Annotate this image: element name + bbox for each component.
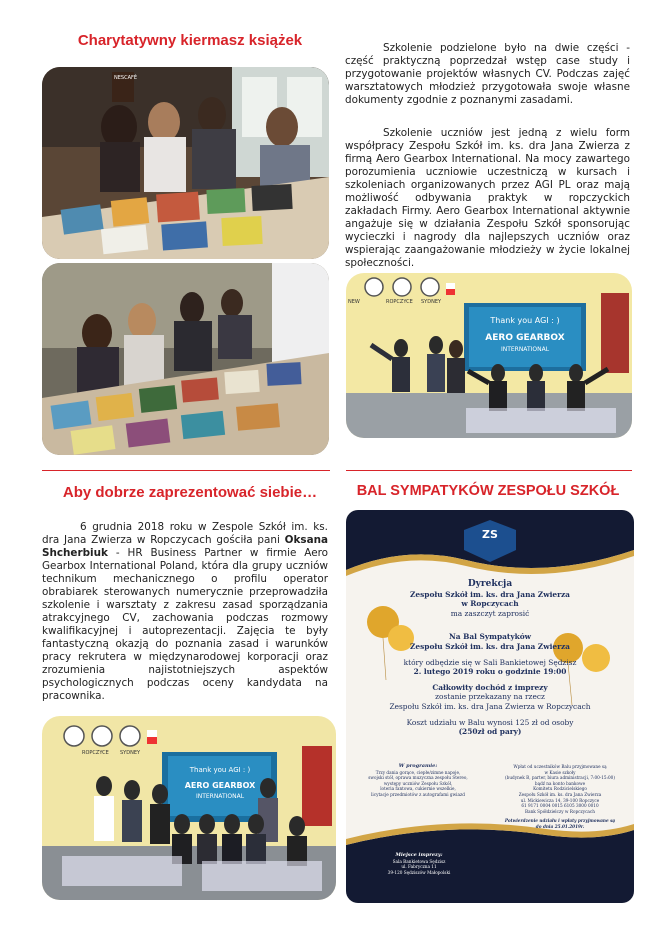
program-line-3: występy uczniów Zespołu Szkół, bbox=[383, 780, 453, 786]
program-line-2: swojski stół, oprawa muzyczna zespołu Stereo, bbox=[368, 775, 468, 781]
payment-line-3: (budynek B, parter, biura administracji, 7:00-15:00) bbox=[505, 775, 615, 781]
clock-label-new: NEW bbox=[348, 299, 360, 305]
photo-book-fair-1 bbox=[42, 67, 329, 259]
screen-aero-2: AERO GEARBOX bbox=[485, 333, 565, 343]
confirm-line-1: Potwierdzenie udziału i wpłaty przyjmowane są bbox=[504, 818, 616, 824]
place-title: Miejsce imprezy: bbox=[395, 852, 443, 858]
invitation-logo: ZS bbox=[482, 528, 498, 541]
inv-line12: Koszt udziału w Balu wynosi 125 zł od osoby bbox=[406, 717, 574, 727]
program-line-1: Trzy dania gorące, ciepłe/zimne napoje, bbox=[375, 769, 461, 775]
payment-line-7: ul. Mickiewicza 14, 39-100 Ropczyce bbox=[520, 797, 600, 803]
inv-line10: zostanie przekazany na rzecz bbox=[435, 692, 545, 702]
photo-book-fair-2 bbox=[42, 263, 329, 455]
poster-text: NESCAFÉ bbox=[114, 75, 138, 81]
payment-line-2: w Kasie szkoły bbox=[544, 769, 576, 775]
payment-line-4: bądź na konto bankowe bbox=[534, 780, 586, 786]
payment-line-8: 61 9171 0004 0015 6105 3000 0010 bbox=[521, 803, 599, 809]
divider-right bbox=[346, 470, 632, 471]
clock-label-ropczyce: ROPCZYCE bbox=[82, 750, 109, 756]
screen-thanks-2: Thank you AGI : ) bbox=[490, 316, 560, 325]
inv-line1: Dyrekcja bbox=[467, 579, 513, 589]
program-line-4: loteria fantowa, cukiernie wszelkie, bbox=[380, 786, 456, 792]
place-line-1: Sala Bankietowa Sędzisz bbox=[392, 858, 446, 864]
inv-line3: w Ropczycach bbox=[461, 599, 519, 609]
screen-intl-2: INTERNATIONAL bbox=[500, 346, 550, 353]
inv-line8: 2. lutego 2019 roku o godzinie 19:00 bbox=[413, 667, 567, 677]
inv-line11: Zespołu Szkół im. ks. dra Jana Zwierza w Ropczycach bbox=[389, 701, 591, 711]
paragraph-training bbox=[42, 521, 328, 703]
inv-line9: Całkowity dochód z imprezy bbox=[432, 682, 548, 692]
inv-line5: Na Bal Sympatyków bbox=[448, 632, 532, 642]
photo-classroom-group bbox=[42, 716, 336, 900]
screen-thanks: Thank you AGI : ) bbox=[189, 766, 251, 774]
clock-label-ropczyce-2: ROPCZYCE bbox=[386, 299, 413, 305]
payment-line-9: Bank Spółdzielczy w Ropczycach bbox=[525, 808, 595, 814]
inv-line6: Zespołu Szkół im. ks. dra Jana Zwierza bbox=[410, 641, 570, 651]
screen-intl: INTERNATIONAL bbox=[195, 793, 245, 800]
program-line-5: licytacje przedmiotów z autografami gwiazd bbox=[371, 791, 465, 797]
invitation-payment bbox=[492, 764, 628, 830]
divider-left bbox=[42, 470, 330, 471]
heading-ball: BAL SYMPATYKÓW ZESPOŁU SZKÓŁ bbox=[356, 483, 620, 499]
invitation-program bbox=[352, 764, 484, 798]
confirm-line-2: do dnia 25.01.2019r. bbox=[535, 823, 585, 829]
trainer-name: Oksana Shcherbiuk bbox=[42, 534, 328, 559]
invitation-body bbox=[346, 580, 634, 737]
clock-label-sydney-2: SYDNEY bbox=[421, 299, 442, 305]
program-title: W programie: bbox=[398, 763, 438, 769]
training-text-after: - HR Business Partner w firmie Aero Gearbox International Poland, która dla grupy uczniów technikum mechanicznego o profilu operator obrabiarek sterowanych numerycznie przeprowadziła szkolenie i warsztaty z zakresu zasad sporządzania atrakcyjnego CV, zachowania podczas rozmowy kwalifikacyjnej i autoprezentacji. Zajęcia te były fantastyczną okazją do poznania zasad i warunków pracy rekrutera w międzynarodowej korporacji oraz zrozumienia najistotniejszych aspektów psychologicznych podczas oceny kandydata na pracownika. bbox=[42, 547, 328, 702]
inv-line7: który odbędzie się w Sali Bankietowej Sędzisz bbox=[403, 657, 577, 667]
inv-line2: Zespołu Szkół im. ks. dra Jana Zwierza bbox=[410, 589, 570, 599]
heading-book-fair: Charytatywny kiermasz książek bbox=[77, 32, 303, 49]
ball-invitation bbox=[346, 510, 634, 903]
payment-line-6: Zespołu Szkół im. ks. dra Jana Zwierza bbox=[518, 791, 602, 797]
place-line-3: 39-120 Sędziszów Małopolski bbox=[387, 869, 451, 875]
inv-line13: (250zł od pary) bbox=[458, 727, 522, 737]
inv-line4: ma zaszczyt zaprosić bbox=[450, 608, 530, 618]
photo-thank-you-agi bbox=[346, 273, 632, 438]
heading-presentation: Aby dobrze zaprezentować siebie… bbox=[62, 484, 318, 501]
training-text-before: 6 grudnia 2018 roku w Zespole Szkół im. ks. dra Jana Zwierza w Ropczycach gościła pani bbox=[42, 521, 328, 546]
paragraph-cooperation: Szkolenie uczniów jest jedną z wielu form współpracy Zespołu Szkół im. ks. dra Jana Zwierza z firmą Aero Gearbox International. Na mocy zawartego porozumienia uczniowie uczestniczą w kursach i szkoleniach organizowanych przez AGI PL oraz mają możliwość odbywania praktyk w ropczyckich zakładach Firmy. Aero Gearbox International aktywnie angażuje się w działania Zespołu Szkół sponsorując wycieczki i nagrody dla najlepszych uczniów oraz wspierając zaangażowanie młodzieży w życie lokalnej społeczności. bbox=[345, 127, 630, 269]
payment-line-1: Wpłat od uczestników Balu przyjmowane są bbox=[513, 764, 607, 769]
screen-aero: AERO GEARBOX bbox=[184, 781, 256, 790]
payment-line-5: Komitetu Rodzicielskiego bbox=[533, 786, 587, 792]
paragraph-training-parts: Szkolenie podzielone było na dwie części - część praktyczną poprzedzał wstęp case study i przygotowanie projektów własnych CV. Podczas zajęć warsztatowych młodzież przygotowała swoje własne dokumenty zgodnie z poznanymi zasadami. bbox=[345, 42, 630, 106]
clock-label-sydney: SYDNEY bbox=[120, 750, 141, 756]
place-line-2: ul. Fabryczna 11 bbox=[401, 864, 437, 870]
invitation-place bbox=[354, 853, 484, 875]
